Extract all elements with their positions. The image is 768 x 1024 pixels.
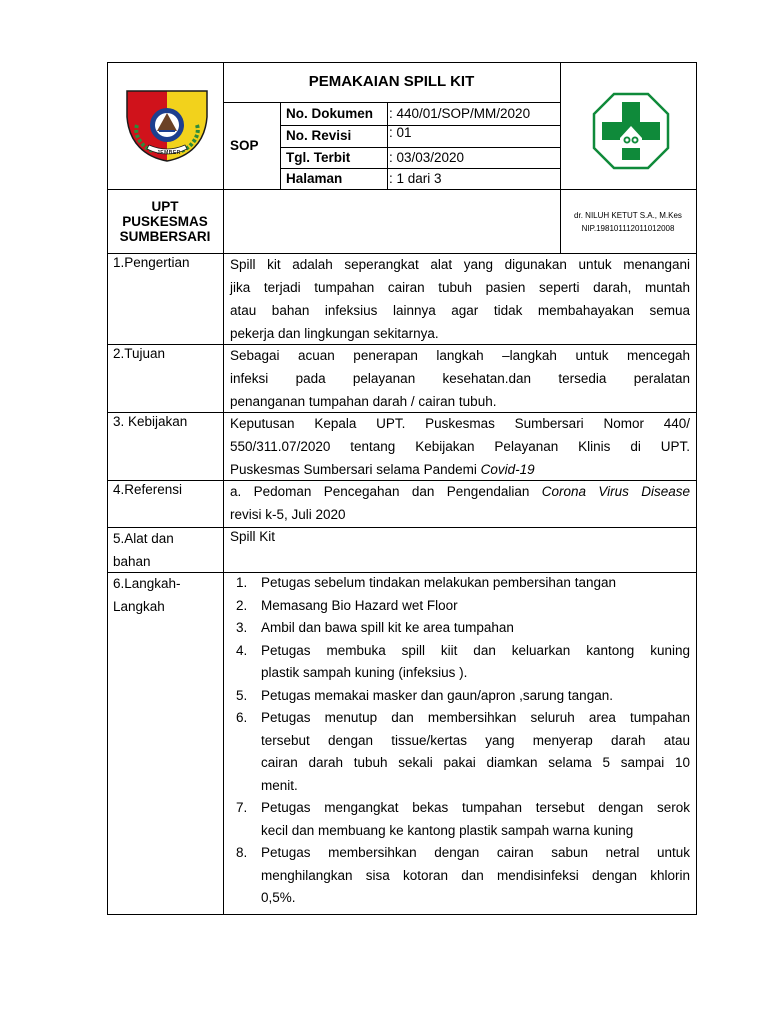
- step-number: 8.: [236, 845, 248, 860]
- step-line: Memasang Bio Hazard wet Floor: [261, 597, 458, 613]
- meta-value-no-dokumen: : 440/01/SOP/MM/2020: [389, 106, 531, 121]
- kebijakan-covid-italic: Covid-19: [480, 462, 535, 477]
- org-name-line-2: PUSKESMAS: [122, 214, 208, 229]
- meta-label-halaman: Halaman: [286, 171, 343, 186]
- table-right-border: [696, 62, 697, 915]
- header-bottom-line: [107, 189, 697, 190]
- pengertian-label: 1.Pengertian: [113, 255, 190, 270]
- table-top-border: [107, 62, 697, 63]
- step-item: [224, 572, 690, 595]
- org-name: [107, 199, 223, 244]
- referensi-italic: Corona Virus Disease: [541, 484, 690, 499]
- step-number: 2.: [236, 597, 248, 613]
- puskesmas-cross-icon: [592, 92, 670, 170]
- pengertian-line-2: jika terjadi tumpahan cairan tubuh pasien seperti darah, muntah: [230, 280, 690, 295]
- meta-label-no-dokumen: No. Dokumen: [286, 106, 374, 121]
- pengertian-text: [230, 253, 690, 345]
- tujuan-line-2: infeksi pada pelayanan kesehatan.dan tersedia peralatan: [230, 371, 690, 386]
- step-number: 1.: [236, 575, 248, 590]
- step-item: [224, 595, 690, 618]
- step-line: menit.: [261, 777, 298, 793]
- kebijakan-line-2: 550/311.07/2020 tentang Kebijakan Pelayanan Klinis di UPT.: [230, 439, 690, 454]
- pengertian-line-4: pekerja dan lingkungan sekitarnya.: [230, 326, 439, 341]
- meta-label-no-revisi: No. Revisi: [286, 128, 352, 143]
- langkah-label-line-1: 6.Langkah-: [113, 576, 181, 591]
- puskesmas-logo: [592, 92, 670, 170]
- langkah-steps-list: [224, 572, 690, 910]
- referensi-bottom-line: [107, 527, 697, 528]
- meta-label-tgl-terbit: Tgl. Terbit: [286, 150, 351, 165]
- step-item: [224, 640, 690, 685]
- step-item: [224, 707, 690, 797]
- step-line: Petugas mengangkat bekas tumpahan tersebut dengan serok: [261, 800, 690, 815]
- step-item: [224, 797, 690, 842]
- step-line: 0,5%.: [261, 890, 296, 905]
- step-number: 5.: [236, 687, 248, 703]
- signatory-nip: NIP.198101112011012008: [581, 224, 675, 233]
- referensi-text: [230, 480, 690, 526]
- table-bottom-border: [107, 914, 697, 915]
- referensi-label: 4.Referensi: [113, 482, 183, 497]
- sop-column-divider: [280, 102, 281, 190]
- pengertian-line-3: atau bahan infeksius lainnya agar tidak membahayakan semua: [230, 303, 690, 318]
- org-name-line-3: SUMBERSARI: [119, 229, 211, 244]
- step-line: Petugas sebelum tindakan melakukan pembersihan tangan: [261, 575, 616, 590]
- kebijakan-line-3: [230, 458, 690, 481]
- kebijakan-text: [230, 412, 690, 481]
- tujuan-line-3: penanganan tumpahan darah / cairan tubuh.: [230, 394, 497, 409]
- kebijakan-line-1: Keputusan Kepala UPT. Puskesmas Sumbersari Nomor 440/: [230, 416, 690, 431]
- sop-label: SOP: [230, 138, 259, 153]
- step-line: Ambil dan bawa spill kit ke area tumpahan: [261, 620, 514, 635]
- referensi-line-1-text: a. Pedoman Pencegahan dan Pengendalian: [230, 484, 542, 499]
- step-line: Petugas menutup dan membersihkan seluruh area tumpahan: [261, 710, 690, 725]
- step-line: Petugas membersihkan dengan cairan sabun netral untuk: [261, 845, 690, 860]
- signatory-name: dr. NILUH KETUT S.A., M.Kes: [574, 211, 682, 220]
- tujuan-label: 2.Tujuan: [113, 346, 166, 361]
- step-item: [224, 685, 690, 708]
- table-left-border: [107, 62, 108, 915]
- kebijakan-label: 3. Kebijakan: [113, 414, 188, 429]
- alat-label-line-1: 5.Alat dan: [113, 531, 174, 546]
- signatory-block: [560, 209, 696, 235]
- tujuan-text: [230, 344, 690, 413]
- referensi-line-1: [230, 480, 690, 503]
- tujuan-line-1: Sebagai acuan penerapan langkah –langkah untuk mencegah: [230, 348, 690, 363]
- meta-value-halaman: : 1 dari 3: [389, 171, 442, 186]
- step-line: tersebut dengan tissue/kertas yang menyerap darah atau: [261, 732, 690, 748]
- document-title: PEMAKAIAN SPILL KIT: [308, 73, 475, 90]
- step-item: [224, 617, 690, 640]
- org-name-line-1: UPT: [151, 199, 179, 214]
- meta-value-tgl-terbit: : 03/03/2020: [389, 150, 465, 165]
- step-line: Petugas membuka spill kiit dan keluarkan kantong kuning: [261, 642, 690, 658]
- step-line: plastik sampah kuning (infeksius ).: [261, 665, 468, 680]
- step-number: 4.: [236, 642, 248, 658]
- langkah-label: [113, 572, 181, 618]
- kebijakan-line-3-text: Puskesmas Sumbersari selama Pandemi: [230, 462, 481, 477]
- title-bottom-line: [223, 102, 560, 103]
- meta-value-no-revisi: : 01: [389, 125, 412, 140]
- alat-label: [113, 527, 174, 573]
- step-line: kecil dan membuang ke kantong plastik sampah warna kuning: [261, 822, 634, 838]
- step-line: Petugas memakai masker dan gaun/apron ,sarung tangan.: [261, 687, 613, 703]
- alat-value: Spill Kit: [230, 529, 276, 544]
- langkah-label-line-2: Langkah: [113, 599, 165, 614]
- step-number: 6.: [236, 710, 248, 725]
- referensi-line-2: revisi k-5, Juli 2020: [230, 507, 346, 522]
- step-number: 3.: [236, 620, 248, 635]
- step-line: menghilangkan sisa kotoran dan mendisinfeksi dengan khlorin: [261, 867, 690, 883]
- step-item: [224, 842, 690, 910]
- step-number: 7.: [236, 800, 248, 815]
- meta-colon-divider: [387, 102, 388, 190]
- step-line: cairan darah tubuh sekali pakai diamkan selama 5 sampai 10: [261, 755, 690, 770]
- alat-label-line-2: bahan: [113, 554, 151, 569]
- pengertian-line-1: Spill kit adalah seperangkat alat yang digunakan untuk menangani: [230, 257, 690, 272]
- jember-emblem: [123, 87, 211, 165]
- emblem-ribbon-text: JEMBER: [157, 150, 181, 156]
